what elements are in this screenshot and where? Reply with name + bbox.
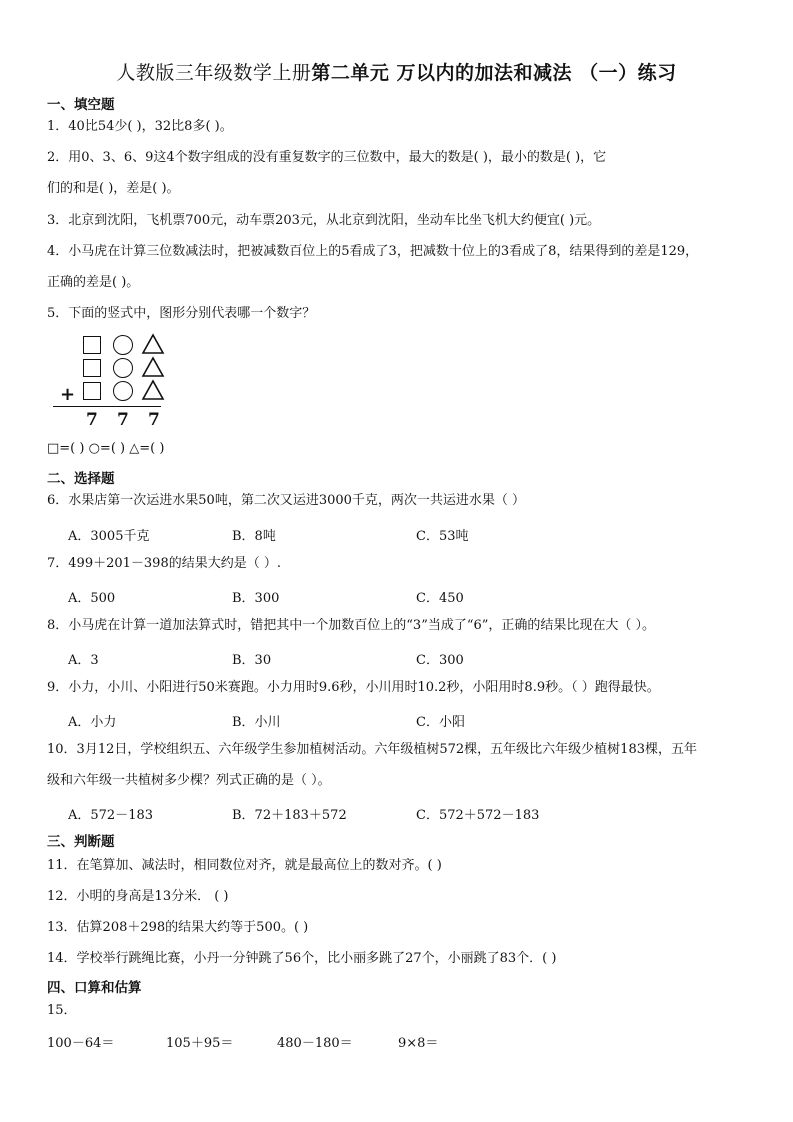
question-14: 14．学校举行跳绳比赛，小丹一分钟跳了56个，比小丽多跳了27个，小丽跳了83个．( ) [47, 951, 557, 966]
question-11: 11．在笔算加、减法时，相同数位对齐，就是最高位上的数对齐。( ) [47, 858, 442, 873]
circle-shape [113, 381, 133, 401]
section-judge: 三、判断题 [47, 834, 115, 850]
q7-option-b: B．300 [232, 591, 280, 606]
q7-option-a: A．500 [68, 591, 116, 606]
page-title [0, 58, 793, 85]
question-3: 3．北京到沈阳，飞机票700元，动车票203元，从北京到沈阳，坐动车比坐飞机大约便宜( )元。 [47, 213, 601, 228]
q6-option-c: C．53吨 [416, 529, 469, 544]
question-5: 5．下面的竖式中，图形分别代表哪一个数字？ [47, 306, 316, 321]
circle-shape [113, 358, 133, 378]
q8-option-b: B．30 [232, 653, 272, 668]
sum-digit-hundreds: 7 [86, 410, 98, 430]
question-7: 7．499＋201－398的结果大约是（ ）. [47, 556, 281, 571]
square-shape [83, 359, 101, 377]
q9-option-a: A．小力 [68, 715, 117, 730]
q6-option-a: A．3005千克 [68, 529, 150, 544]
q9-option-b: B．小川 [232, 715, 281, 730]
q8-option-c: C．300 [416, 653, 464, 668]
q6-option-b: B．8吨 [232, 529, 276, 544]
calc-item: 9×8＝ [398, 1036, 439, 1051]
question-8: 8．小马虎在计算一道加法算式时，错把其中一个加数百位上的“3”当成了“6”，正确的结果比现在大（ ）。 [47, 618, 656, 633]
plus-sign: + [60, 384, 76, 405]
section-oral-calc: 四、口算和估算 [47, 980, 142, 996]
q10-option-b: B．72＋183＋572 [232, 808, 347, 823]
sum-rule-line [53, 406, 161, 407]
title-part-2: 第二单元 万以内的加法和减法 （一）练习 [311, 62, 677, 84]
calc-item: 480－180＝ [277, 1036, 353, 1051]
square-shape [83, 382, 101, 400]
section-choice: 二、选择题 [47, 471, 115, 487]
title-part-1: 人教版三年级数学上册 [116, 62, 312, 84]
calc-item: 105＋95＝ [166, 1036, 234, 1051]
q9-option-c: C．小阳 [416, 715, 465, 730]
q8-option-a: A．3 [68, 653, 99, 668]
question-13: 13．估算208＋298的结果大约等于500。( ) [47, 920, 309, 935]
sum-digit-ones: 7 [148, 410, 160, 430]
question-12: 12．小明的身高是13分米． ( ) [47, 889, 229, 904]
question-10-line-2: 级和六年级一共植树多少棵？列式正确的是（ ）。 [47, 773, 331, 788]
question-1: 1．40比54少( )，32比8多( )。 [47, 119, 233, 134]
question-9: 9．小力，小川、小阳进行50米赛跑。小力用时9.6秒，小川用时10.2秒，小阳用时8.9秒。（ ）跑得最快。 [47, 680, 660, 695]
question-6: 6．水果店第一次运进水果50吨，第二次又运进3000千克，两次一共运进水果（ ） [47, 493, 526, 508]
question-10-line-1: 10．3月12日，学校组织五、六年级学生参加植树活动。六年级植树572棵，五年级比六年级少植树183棵，五年 [47, 742, 697, 757]
question-2-line-1: 2．用0、3、6、9这4个数字组成的没有重复数字的三位数中，最大的数是( )，最小的数是( )，它 [47, 150, 607, 165]
question-4-line-1: 4．小马虎在计算三位数减法时，把被减数百位上的5看成了3，把减数十位上的3看成了8，结果得到的差是129， [47, 244, 699, 259]
section-fill-in: 一、填空题 [47, 97, 115, 113]
question-15: 15． [47, 1003, 77, 1018]
q10-option-c: C．572＋572－183 [416, 808, 540, 823]
q10-option-a: A．572－183 [68, 808, 154, 823]
question-4-line-2: 正确的差是( )。 [47, 275, 140, 290]
question-5-answer-line: □=( ) ○=( ) △=( ) [47, 441, 165, 456]
vertical-addition-figure [50, 330, 165, 430]
calc-item: 100－64＝ [47, 1036, 115, 1051]
question-2-line-2: 们的和是( )，差是( )。 [47, 181, 180, 196]
sum-digit-tens: 7 [117, 410, 129, 430]
q7-option-c: C．450 [416, 591, 464, 606]
